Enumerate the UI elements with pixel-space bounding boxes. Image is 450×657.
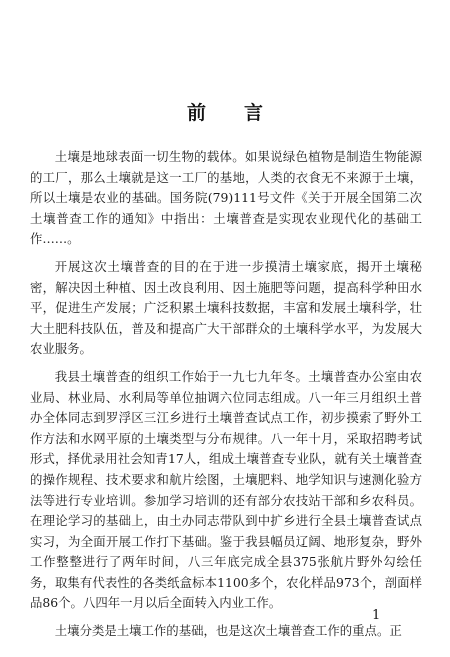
page-title: 前言 <box>186 102 301 124</box>
body-text <box>30 147 422 649</box>
paragraph-1: 土壤是地球表面一切生物的载体。如果说绿色植物是制造生物能源的工厂，那么土壤就是这一工厂的基地，人类的衣食无不来源于土壤，所以土壤是农业的基础。国务院(79)111号文件《关于开展全国第二次土壤普查工作的通知》中指出：土壤普查是实现农业现代化的基础工作……。 <box>30 149 422 247</box>
paragraph-2: 开展这次土壤普查的目的在于进一步摸清土壤家底，揭开土壤秘密，解决因土种植、因土改良利用、因土施肥等问题，提高科学种田水平，促进生产发展；广泛积累土壤科技数据，丰富和发展土壤科学，壮大土肥科技队伍，普及和提高广大干部群众的土壤科学水平，为发展大农业服务。 <box>30 258 422 357</box>
page-number: 1 <box>372 608 381 623</box>
paragraph-4: 土壤分类是土壤工作的基础，也是这次土壤普查工作的重点。正 <box>54 623 402 639</box>
paragraph-3: 我县土壤普查的组织工作始于一九七九年冬。土壤普查办公室由农业局、林业局、水利局等单位抽调六位同志组成。八一年三月组织土普办全体同志到罗浮区三江乡进行土壤普查试点工作，初步摸索了野外工作方法和水网平原的土壤类型与分布规律。八一年十月，采取招聘考试形式，择优录用社会知青17人，组成土壤普查专业队，就有关土壤普查的操作规程、技术要求和航片绘图，土壤肥料、地学知识与速测化验方法等进行专业培训。参加学习培训的还有部分农技站干部和乡农科员。在理论学习的基础上，由土办同志带队到中扩乡进行全县土壤普查试点实习，为全面开展工作打下基础。鉴于我县幅员辽阔、地形复杂，野外工作整整进行了两年时间，八三年底完成全县375张航片野外勾绘任务，取集有代表性的各类纸盒标本1100多个，农化样品973个，剖面样品86个。八四年一月以后全面转入内业工作。 <box>30 368 422 611</box>
